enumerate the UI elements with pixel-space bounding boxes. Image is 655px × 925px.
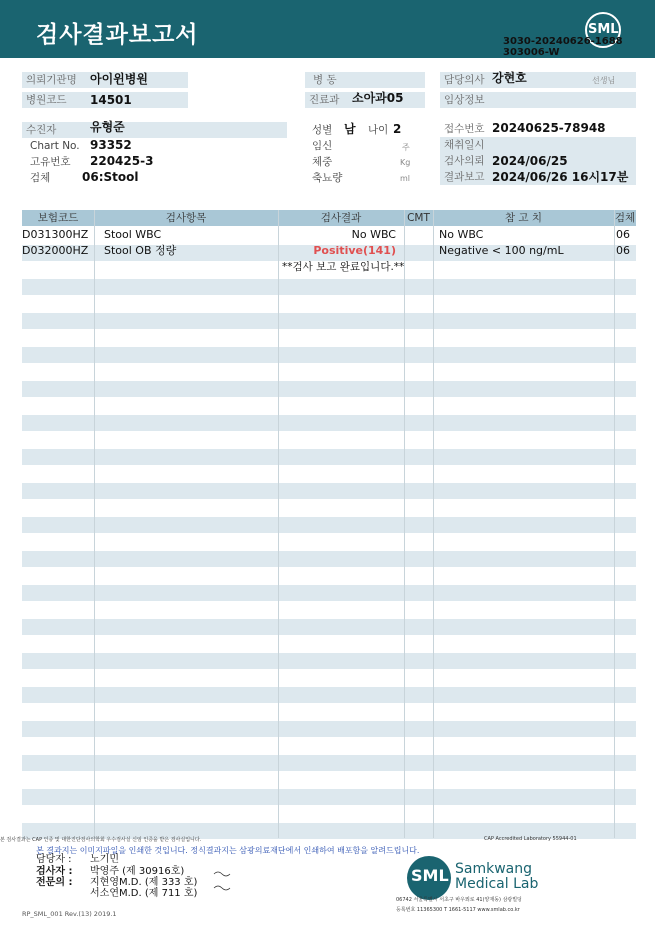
id-value: 220425-3 (90, 154, 154, 168)
cert-note: 본 검사결과는 CAP 인증 및 대한진단검사의학회 우수검사실 신임 인증을 받은 검사실입니다. (0, 837, 202, 843)
hospital-code-value: 14501 (90, 93, 132, 107)
specimen-label: 검체 (30, 172, 51, 184)
row1-result: No WBC (351, 228, 396, 241)
row1-code: D031300HZ (22, 228, 89, 241)
col-header-ref: 참 고 치 (504, 212, 543, 224)
col-divider (94, 210, 95, 838)
company-name: Samkwang (455, 861, 532, 877)
chart-value: 93352 (90, 138, 132, 152)
specimen-value: 06:Stool (82, 170, 139, 184)
table-stripe (22, 551, 636, 567)
col-header-cmt: CMT (407, 212, 430, 224)
doctor-value: 강현호 (492, 71, 527, 85)
report-title: 검사결과보고서 (36, 22, 199, 48)
id-label: 고유번호 (30, 156, 71, 168)
col-divider (614, 210, 615, 838)
sex-label: 성별 (312, 124, 333, 136)
row2-ref: Negative < 100 ng/mL (439, 244, 564, 257)
col-divider (278, 210, 279, 838)
pregnancy-unit: 주 (402, 143, 410, 152)
image-note: 본 결과지는 이미지파일을 인쇄한 것입니다. 정식결과지는 삼광의료재단에서 인쇄하여 배포함을 알려드립니다. (36, 846, 420, 855)
table-stripe (22, 721, 636, 737)
samkwang-logo-text: SML (411, 866, 449, 885)
urine-label: 축뇨량 (312, 172, 343, 184)
report-value: 2024/06/26 16시17분 (492, 170, 629, 184)
row2-specimen: 06 (616, 244, 630, 257)
receipt-value: 20240625-78948 (492, 121, 606, 135)
signature-icon (212, 866, 232, 896)
table-stripe (22, 517, 636, 533)
tester-label: 검사자 : (36, 866, 73, 877)
hospital-value: 아이윈병원 (90, 72, 148, 86)
table-end-note: **검사 보고 완료입니다.** (282, 261, 405, 273)
form-number: RP_SML_001 Rev.(13) 2019.1 (22, 910, 117, 918)
urine-unit: ml (400, 174, 411, 183)
table-stripe (22, 347, 636, 363)
reporter-label: 담당자 : (36, 854, 72, 865)
specialist1-value: 지현영M.D. (제 333 호) (90, 877, 198, 888)
company-name-2: Medical Lab (455, 876, 539, 892)
table-stripe (22, 585, 636, 601)
hospital-code-label: 병원코드 (22, 92, 188, 108)
table-stripe (22, 449, 636, 465)
table-stripe (22, 653, 636, 669)
company-address: 06742 서울특별시 서초구 바우뫼로 41(양재동) 삼광빌딩 (396, 897, 522, 903)
col-header-code: 보험코드 (37, 212, 79, 224)
col-divider (433, 210, 434, 838)
col-header-specimen: 검체 (614, 212, 636, 224)
row1-ref: No WBC (439, 228, 484, 241)
company-contact: 등록번호 11365300 T 1661-5117 www.smlab.co.kr (396, 907, 520, 913)
specialist-label: 전문의 : (36, 877, 73, 888)
patient-value: 유형준 (90, 120, 125, 134)
row2-result: Positive(141) (313, 244, 396, 257)
pregnancy-label: 임신 (312, 140, 333, 152)
receipt-label: 접수번호 (440, 121, 636, 137)
chart-label: Chart No. (30, 140, 80, 152)
table-stripe (22, 789, 636, 805)
table-stripe (22, 619, 636, 635)
dept-label: 진료과 (305, 92, 425, 108)
logo-text: SML (588, 22, 619, 37)
row2-item: Stool OB 정량 (104, 244, 177, 257)
doctor-suffix: 선생님 (592, 76, 616, 85)
tester-value: 박영주 (제 30916호) (90, 866, 185, 877)
table-stripe (22, 483, 636, 499)
request-number: 3030-20240626-1688 (503, 36, 623, 47)
specialist2-value: 서소연M.D. (제 711 호) (90, 888, 198, 899)
clinical-label: 임상정보 (440, 92, 636, 108)
weight-label: 체중 (312, 156, 333, 168)
request-number-2: 303006-W (503, 47, 560, 58)
table-stripe (22, 381, 636, 397)
dept-value: 소아과05 (352, 91, 404, 105)
col-header-result: 검사결과 (320, 212, 362, 224)
table-stripe (22, 415, 636, 431)
table-stripe (22, 687, 636, 703)
col-header-item: 검사항목 (165, 212, 207, 224)
row2-code: D032000HZ (22, 244, 89, 257)
doctor-label: 담당의사 (440, 72, 636, 88)
table-stripe (22, 313, 636, 329)
age-value: 2 (393, 122, 402, 136)
hospital-label: 의뢰기관명 (22, 72, 188, 88)
row1-item: Stool WBC (104, 228, 162, 241)
age-label: 나이 (368, 124, 389, 136)
table-stripe (22, 755, 636, 771)
request-value: 2024/06/25 (492, 154, 568, 168)
reporter-value: 노기민 (90, 854, 119, 865)
col-divider (404, 210, 405, 838)
ward-label: 병 동 (305, 72, 425, 88)
patient-label: 수진자 (22, 122, 287, 138)
cap-note: CAP Accredited Laboratory 55944-01 (484, 836, 577, 842)
weight-unit: Kg (400, 158, 411, 167)
table-stripe (22, 279, 636, 295)
row1-specimen: 06 (616, 228, 630, 241)
sex-value: 남 (344, 122, 356, 136)
report-label: 결과보고 (440, 169, 636, 185)
request-label: 검사의뢰 (440, 153, 636, 169)
collect-label: 채취일시 (440, 137, 636, 153)
